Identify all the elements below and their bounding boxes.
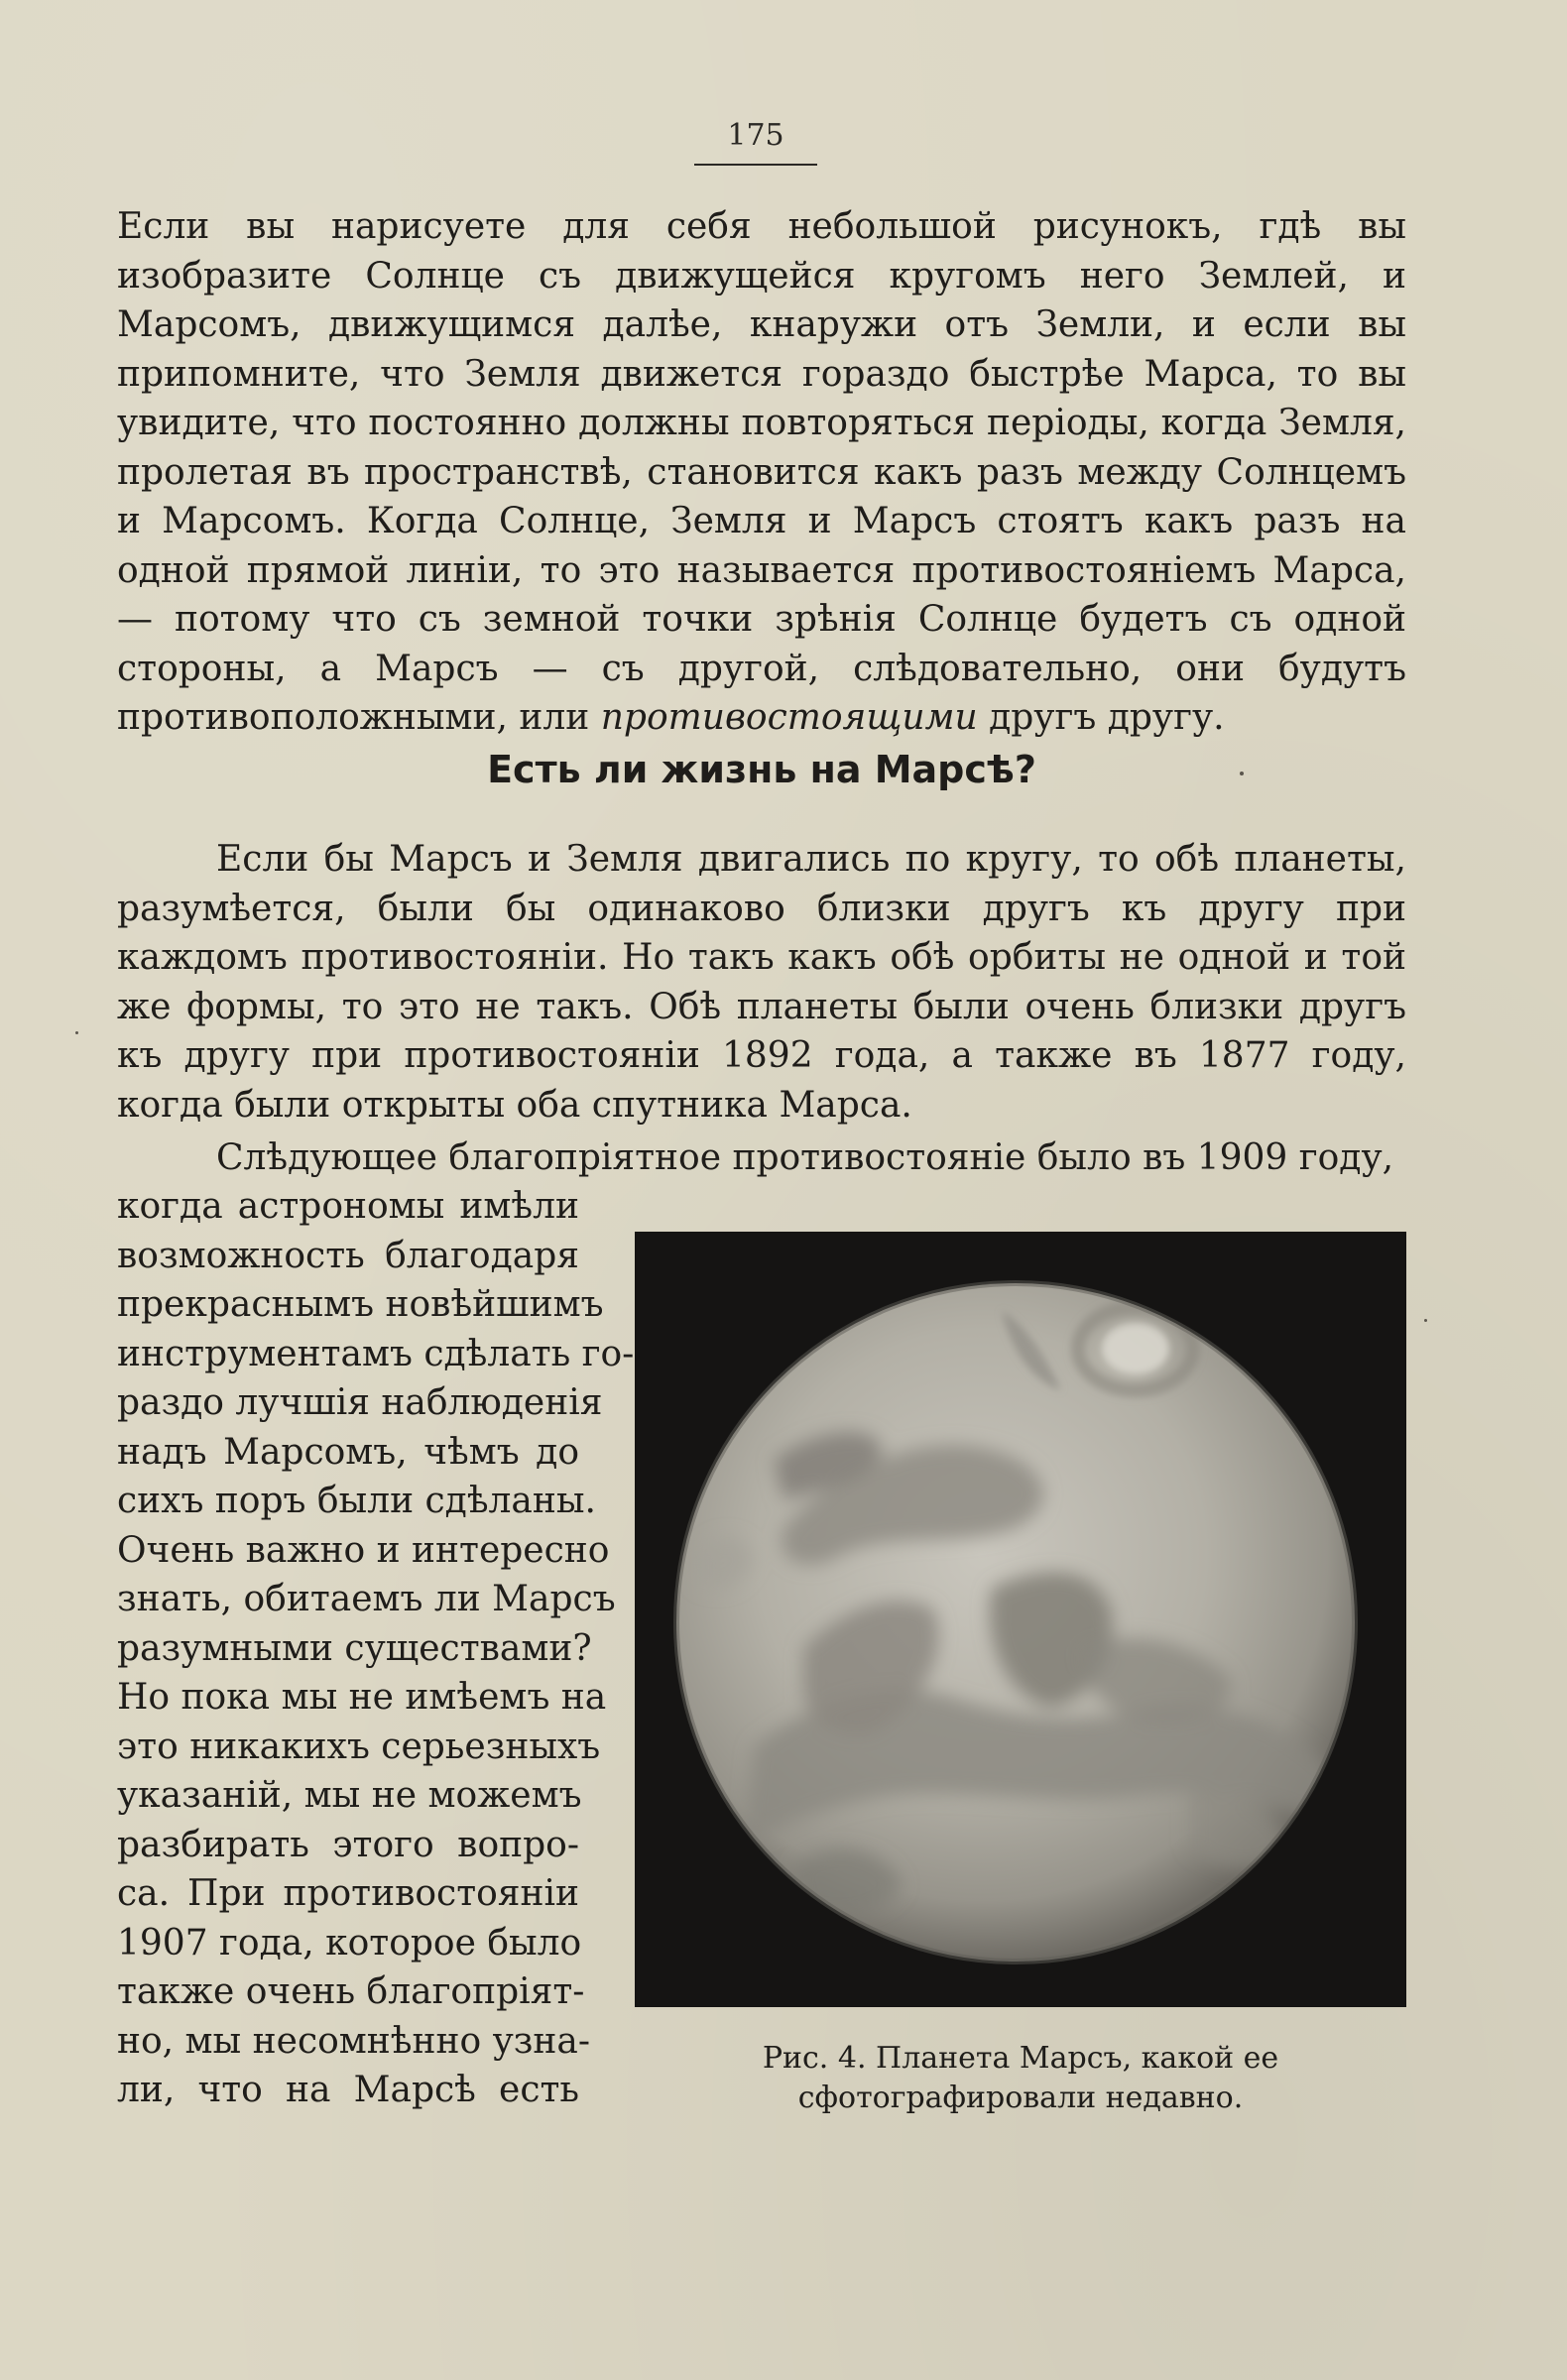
- page-number-rule: [694, 164, 817, 166]
- section-heading: Есть ли жизнь на Марсѣ?: [487, 748, 1036, 791]
- left-column-line: когда астрономы имѣли: [117, 1186, 579, 1227]
- paragraph-opposition-text: Если вы нарисуете для себя небольшой рисунокъ, гдѣ вы изобразите Солнце съ движущейся кругомъ него Землей, и Марсомъ, движущимся далѣе, кнаружи отъ Земли, и если вы припомните, что Земля движется гораздо быстрѣе Марса, то вы увидите, что постоянно должны повторяться періоды, когда Земля, пролетая въ пространствѣ, становится какъ разъ между Солнцемъ и Марсомъ. Когда Солнце, Земля и Марсъ стоятъ какъ разъ на одной прямой линіи, то это называется противостояніемъ Марса, — потому что съ земной точки зрѣнія Солнце будетъ съ одной стороны, а Марсъ — съ другой, слѣдовательно, они будутъ противоположными, или: [117, 206, 1406, 738]
- mars-photograph: [635, 1232, 1406, 2007]
- left-column-line: сихъ поръ были сдѣланы.: [117, 1481, 596, 1521]
- left-column-line: ли, что на Марсѣ есть: [117, 2070, 579, 2110]
- italic-term-opposing: противостоящими: [600, 697, 978, 738]
- left-column-line: 1907 года, которое было: [117, 1922, 582, 1964]
- left-column-line: разумными существами?: [117, 1627, 592, 1669]
- figure-caption: Рис. 4. Планета Марсъ, какой ее сфотографировали недавно.: [762, 2041, 1279, 2115]
- paragraph-next-opposition: Слѣдующее благопріятное противостояніе было въ 1909 году,: [216, 1137, 1394, 1178]
- left-column-line: разбирать этого вопро-: [117, 1824, 579, 1865]
- left-column-line: возможность благодаря: [117, 1235, 579, 1276]
- left-column-line: знать, обитаемъ ли Марсъ: [117, 1579, 616, 1619]
- left-column-line: Очень важно и интересно: [117, 1529, 610, 1571]
- paper-speck: [1240, 772, 1244, 775]
- left-column-line: это никакихъ серьезныхъ: [117, 1726, 601, 1767]
- mars-photo-drawing: [635, 1232, 1406, 2007]
- left-column-line: са. При противостояніи: [117, 1873, 579, 1914]
- left-column-line: прекраснымъ новѣйшимъ: [117, 1284, 604, 1325]
- left-column-line: также очень благопріят-: [117, 1971, 585, 2012]
- left-column-line: инструментамъ сдѣлать го-: [117, 1333, 635, 1374]
- paragraph-orbits: Если бы Марсъ и Земля двигались по кругу, то обѣ планеты, разумѣется, были бы одинаково близки другъ къ другу при каждомъ противостояніи. Но такъ какъ обѣ орбиты не одной и той же формы, то это не такъ. Обѣ планеты были очень близки другъ къ другу при противостояніи 1892 года, а также въ 1877 году, когда были открыты оба спутника Марса.: [117, 839, 1406, 1126]
- left-column-line: но, мы несомнѣнно узна-: [117, 2020, 591, 2062]
- paragraph-opposition: [117, 202, 1406, 743]
- left-column-line: раздо лучшія наблюденія: [117, 1382, 603, 1423]
- left-column-line: Но пока мы не имѣемъ на: [117, 1677, 607, 1718]
- paper-speck: [1424, 1319, 1427, 1322]
- left-column-line: указаній, мы не можемъ: [117, 1775, 582, 1816]
- left-column-text: [117, 1182, 635, 2115]
- paper-speck: [75, 1031, 78, 1034]
- paragraph-opposition-end: другъ другу.: [977, 697, 1225, 738]
- left-column-line: надъ Марсомъ, чѣмъ до: [117, 1431, 579, 1473]
- page-number: 175: [727, 118, 784, 153]
